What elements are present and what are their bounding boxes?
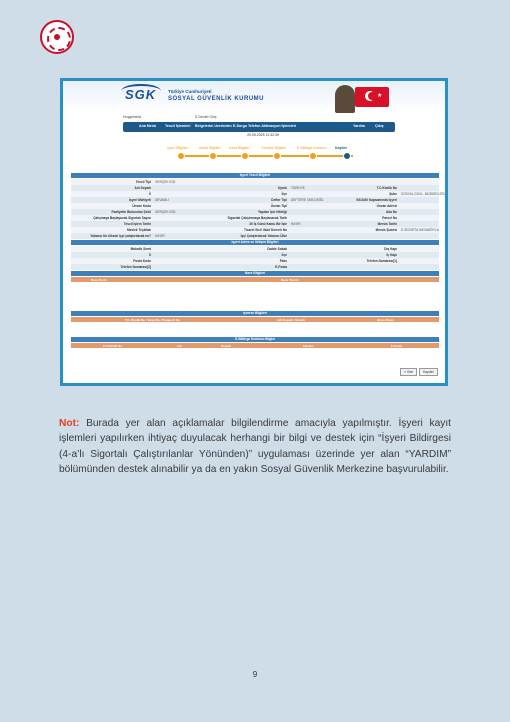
isveren-col-hisse: Hisse Oranı	[377, 318, 394, 322]
field-value[interactable]: HAYIR	[155, 234, 165, 238]
ebildirge-table-header	[71, 343, 439, 348]
section-tescil: İşyeri Tescil Bilgileri	[71, 173, 439, 178]
section-nace: Nace Bilgileri	[71, 271, 439, 276]
section-isveren: İşveren Bilgileri	[71, 311, 439, 316]
nav-item-cikis[interactable]: Çıkış	[375, 124, 384, 128]
nace-col-kodu: Nace Kodu	[91, 278, 107, 282]
step-label-6: Kaydet	[335, 146, 347, 150]
flag-star-icon: ★	[377, 93, 383, 99]
field-label: İlçe	[281, 192, 287, 196]
user-name: E-Devlet Giriş	[195, 115, 217, 119]
field-label: 30 İş Günü Kamu Bir İşte	[249, 222, 287, 226]
org-line1: Türkiye Cumhuriyeti	[168, 89, 212, 94]
field-label: Faks	[279, 259, 287, 263]
field-label: Ünvan Tipi	[270, 204, 287, 208]
step-dot-2[interactable]	[209, 152, 217, 160]
field-label: Ünvan Kodu	[132, 204, 151, 208]
nav-item-esorgu[interactable]: E-Sorgu Telefon Aktivasyon İşlemleri	[233, 124, 297, 128]
section-adres: İşyeri Adres ve İletişim Bilgileri	[71, 240, 439, 245]
tescil-row	[71, 233, 439, 240]
step-dot-5[interactable]	[309, 152, 317, 160]
field-label: Çalışmaya Başlayacak Sigortalı Sayısı	[93, 216, 151, 220]
field-value[interactable]: SOSYAL GÜVL. MÜDÜRLÜĞÜ	[401, 192, 446, 196]
nace-table-header	[71, 277, 439, 282]
field-label: Tescil Tipi	[135, 180, 151, 184]
adres-row	[71, 264, 439, 271]
page-number: 9	[252, 670, 258, 679]
field-label: Parsel No	[382, 216, 397, 220]
datetime: 20.05.2025 11:32:39	[247, 133, 279, 137]
field-label: Telefon Numarası[1]	[366, 259, 397, 263]
step-label-1: İşyeri Bilgileri	[167, 146, 188, 150]
field-label: Adı Soyadı	[134, 186, 151, 190]
step-label-3: Kaza Bilgileri	[229, 146, 250, 150]
field-label: Telefon Numarası[2]	[120, 265, 151, 269]
field-label: Ticaret Sicil Vakıf Dernek No	[244, 228, 287, 232]
flag-crescent-inner	[368, 92, 376, 100]
isveren-col-tc: T.C. Kimlik No / Vergi No / Pasaport No	[125, 318, 180, 322]
field-label: Ünvan Adresi	[376, 204, 397, 208]
field-value[interactable]: DEFTERE TABİ DEĞİL	[291, 198, 325, 202]
field-value[interactable]: E-SİGORTA KAYNAĞIYLA	[401, 228, 439, 232]
ministry-logo	[40, 20, 74, 54]
welcome-label: Hoşgeldiniz,	[123, 115, 143, 119]
field-label: Sigortalı Çalıştırmaya Başlanacak Tarih	[227, 216, 287, 220]
ebildirge-col-adi: Adı	[177, 344, 182, 348]
field-label: Dış Kapı	[384, 247, 397, 251]
field-label: Yapılan İşin Niteliği	[257, 210, 287, 214]
isveren-col-ad: Adı Soyadı / Ünvanı	[277, 318, 306, 322]
field-label: Posta Kodu	[133, 259, 151, 263]
field-label: Ada No	[385, 210, 397, 214]
field-label: Defter Tipi	[271, 198, 287, 202]
ebildirge-col-eposta: E-Posta	[391, 344, 403, 348]
nav-item-belgelerim[interactable]: Belgelerim Uzerinden	[195, 124, 232, 128]
field-label: İşyeri Mahiyeti	[129, 198, 151, 202]
note-text: Burada yer alan açıklamalar bilgilendirme amacıyla yapılmıştır. İşyeri kayıt işlemleri yapılırken ihtiyaç duyulacak herhangi bir bilgi ve destek için “İşyeri Bildirgesi (4-a’lı Sigortalı Çalıştırılanlar Yönünden)” uygulaması üzerinde yer alan “YARDIM” bölümünden destek alınabilir ya da en yakın Sosyal Güvenlik Merkezine başvurulabilir.	[59, 418, 451, 475]
field-label: Yabancı bir ülkede işçi çalıştırılacak mı?	[90, 234, 151, 238]
step-dot-3[interactable]	[241, 152, 249, 160]
field-label: Faaliyette Bulunulan Şekil	[111, 210, 151, 214]
main-nav	[123, 122, 395, 132]
nav-item-yardim[interactable]: Yardım	[353, 124, 365, 128]
sgk-logo: SGK	[125, 87, 157, 102]
ebildirge-col-tc: T.C.Kimlik No	[103, 344, 123, 348]
nace-col-tanim: Nace Tanımı	[281, 278, 299, 282]
isveren-table-header	[71, 317, 439, 322]
ebildirge-col-telefon: Telefon	[303, 344, 314, 348]
field-label: Mersis Şubesi	[375, 228, 397, 232]
field-label: E-Posta	[275, 265, 287, 269]
field-label: Uyruk	[277, 186, 287, 190]
screenshot-frame	[60, 78, 448, 386]
step-dot-1[interactable]	[177, 152, 185, 160]
app-header	[63, 81, 445, 113]
field-value[interactable]: GERÇEK KİŞİ	[155, 180, 176, 184]
field-label: İlçe	[281, 253, 287, 257]
save-button[interactable]: Kaydet	[419, 368, 438, 376]
step-dot-6[interactable]	[343, 152, 351, 160]
note-label: Not:	[59, 418, 80, 429]
step-label-5: E-Bildirge Kullanıcı	[297, 146, 327, 150]
field-value[interactable]: TÜRKİYE	[291, 186, 305, 190]
field-label: İç Kapı	[386, 253, 397, 257]
field-label: Mahalle Semt	[130, 247, 151, 251]
user-bar	[123, 115, 393, 122]
nav-item-tescil[interactable]: Tescil İşlemleri	[165, 124, 191, 128]
nav-item-ana-menu[interactable]: Ana Menü	[139, 124, 157, 128]
note-paragraph	[59, 416, 451, 477]
field-label: 5510/30 Kapsamında İşyeri	[356, 198, 397, 202]
field-label: İl	[149, 192, 151, 196]
field-label: Cadde Sokak	[266, 247, 287, 251]
org-line2: SOSYAL GÜVENLİK KURUMU	[168, 96, 265, 102]
portrait-image	[335, 85, 355, 113]
step-label-4: Yönetim Bilgileri	[261, 146, 287, 150]
section-ebildirge: E-Bildirge Kullanıcı Bilgisi	[71, 337, 439, 342]
ebildirge-col-soyadi: Soyadı	[221, 344, 231, 348]
step-dot-4[interactable]	[273, 152, 281, 160]
field-label: T.C.Kimlik No	[376, 186, 397, 190]
field-value[interactable]: HAYIR	[291, 222, 301, 226]
field-value[interactable]: GERÇEK KİŞİ	[155, 210, 176, 214]
field-label: Şube	[389, 192, 397, 196]
back-button[interactable]: « Geri	[400, 368, 417, 376]
field-label: Mersis Tarihi	[377, 222, 397, 226]
field-label: Tescil İşlem Tarihi	[123, 222, 151, 226]
field-value[interactable]: DEVAMLI	[155, 198, 169, 202]
field-label: Meslek Teşkilatı	[126, 228, 151, 232]
field-label: İl	[149, 253, 151, 257]
field-label: İşçi Çalıştırılacak Yabancı Ülke	[240, 234, 287, 238]
step-label-2: Adres Bilgileri	[199, 146, 221, 150]
